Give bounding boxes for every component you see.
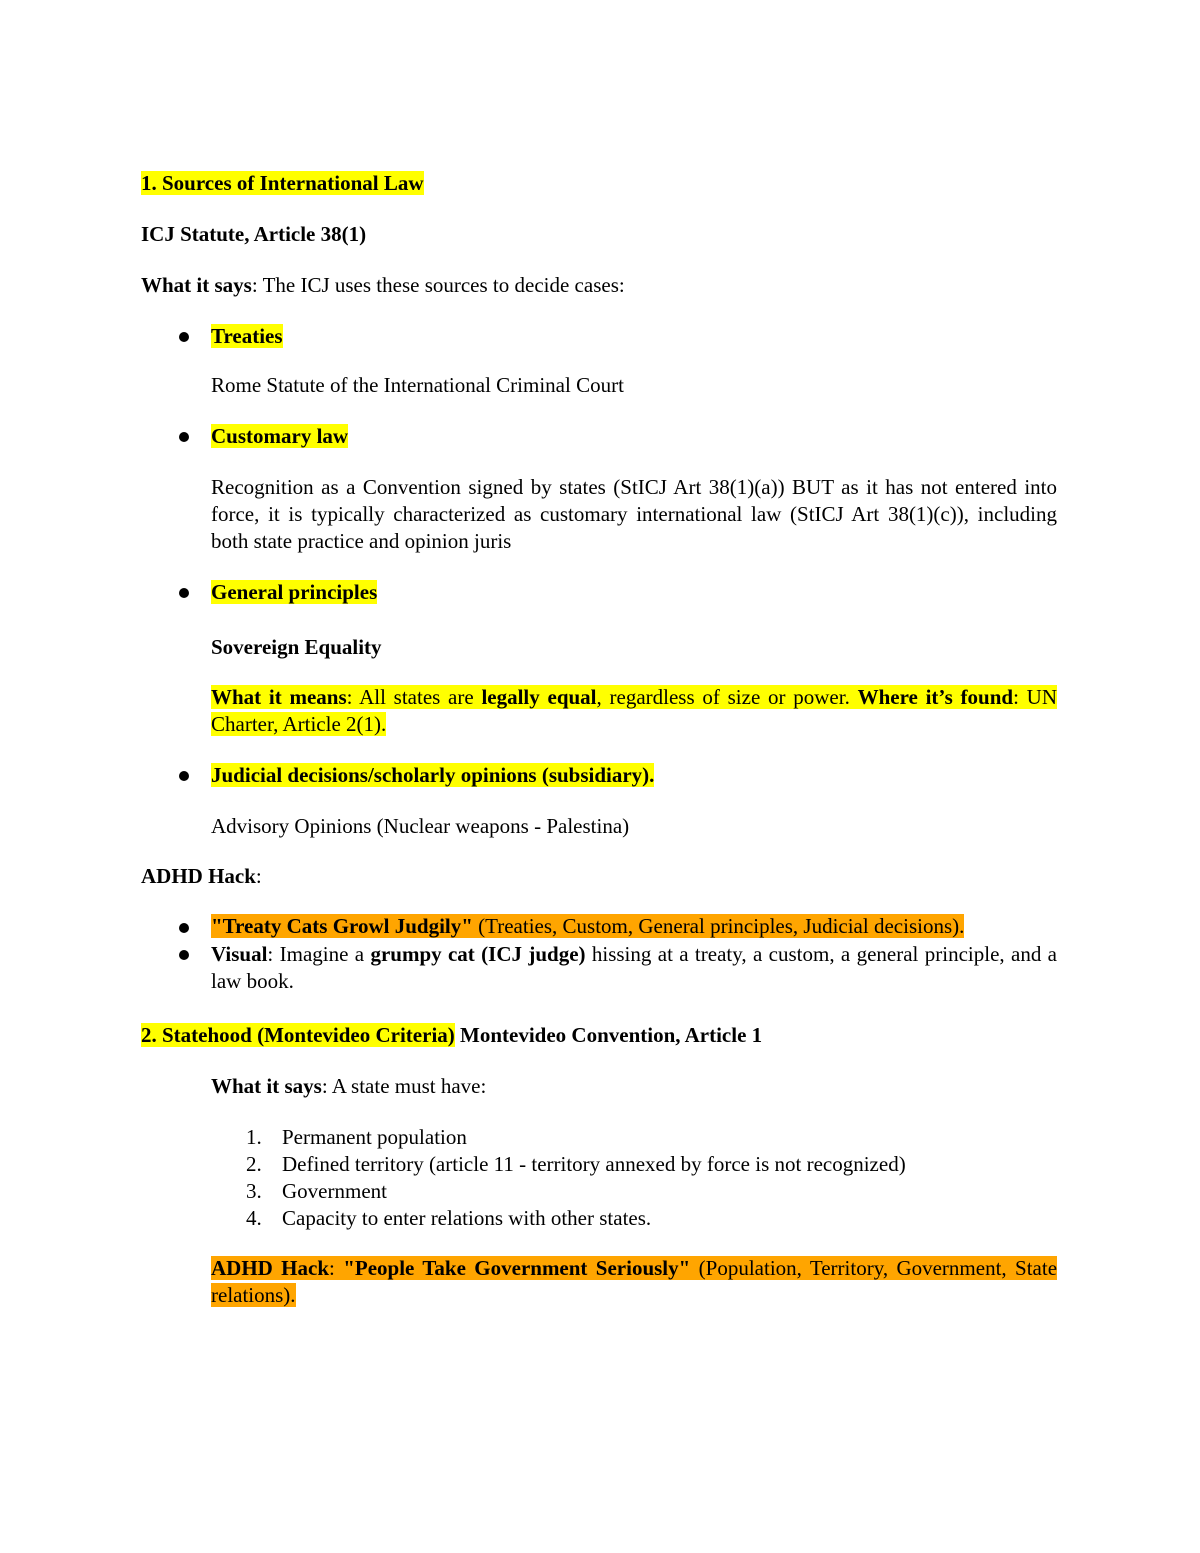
statute-heading: ICJ Statute, Article 38(1): [141, 222, 367, 246]
adhd-hack-heading: ADHD Hack:: [141, 864, 262, 888]
list-text: Defined territory (article 11 - territory annexed by force is not recognized): [282, 1152, 906, 1176]
list-number: 3.: [246, 1179, 262, 1203]
treaties-example: Rome Statute of the International Criminal Court: [211, 373, 624, 397]
bullet-icon: [179, 332, 189, 342]
customary-label: Customary law: [211, 424, 349, 448]
bullet-icon: [179, 588, 189, 598]
list-number: 2.: [246, 1152, 262, 1176]
list-number: 4.: [246, 1206, 262, 1230]
hack-visual: Visual: Imagine a grumpy cat (ICJ judge) hissing at a treaty, a custom, a general principle, and a law book.: [211, 942, 1057, 993]
section-2-title: 2. Statehood (Montevideo Criteria) Montevideo Convention, Article 1: [141, 1023, 763, 1047]
judicial-example: Advisory Opinions (Nuclear weapons - Palestina): [211, 814, 630, 838]
section-2-hack: ADHD Hack: "People Take Government Seriously" (Population, Territory, Government, State relations).: [211, 1256, 1058, 1307]
bullet-icon: [179, 950, 189, 960]
treaties-label: Treaties: [211, 324, 283, 348]
list-text: Government: [282, 1179, 387, 1203]
what-it-says-line: What it says: The ICJ uses these sources to decide cases:: [141, 273, 625, 297]
list-number: 1.: [246, 1125, 262, 1149]
bullet-icon: [179, 923, 189, 933]
section-1-title: 1. Sources of International Law: [141, 171, 424, 195]
bullet-icon: [179, 771, 189, 781]
sovereign-equality-text: What it means: All states are legally equal, regardless of size or power. Where it’s found: UN Charter, Article 2(1).: [211, 685, 1057, 736]
judicial-label: Judicial decisions/scholarly opinions (subsidiary).: [211, 763, 655, 787]
general-label: General principles: [211, 580, 378, 604]
sovereign-equality-heading: Sovereign Equality: [211, 635, 382, 659]
customary-text: Recognition as a Convention signed by states (StICJ Art 38(1)(a)) BUT as it has not entered into force, it is typically characterized as customary international law (StICJ Art 38(1)(c)), including both state practice and opinion juris: [211, 475, 1057, 553]
bullet-icon: [179, 432, 189, 442]
hack-mnemonic: "Treaty Cats Growl Judgily" (Treaties, Custom, General principles, Judicial decisions).: [211, 914, 965, 938]
section-2-what-it-says: What it says: A state must have:: [211, 1074, 487, 1098]
list-text: Permanent population: [282, 1125, 467, 1149]
list-text: Capacity to enter relations with other states.: [282, 1206, 652, 1230]
